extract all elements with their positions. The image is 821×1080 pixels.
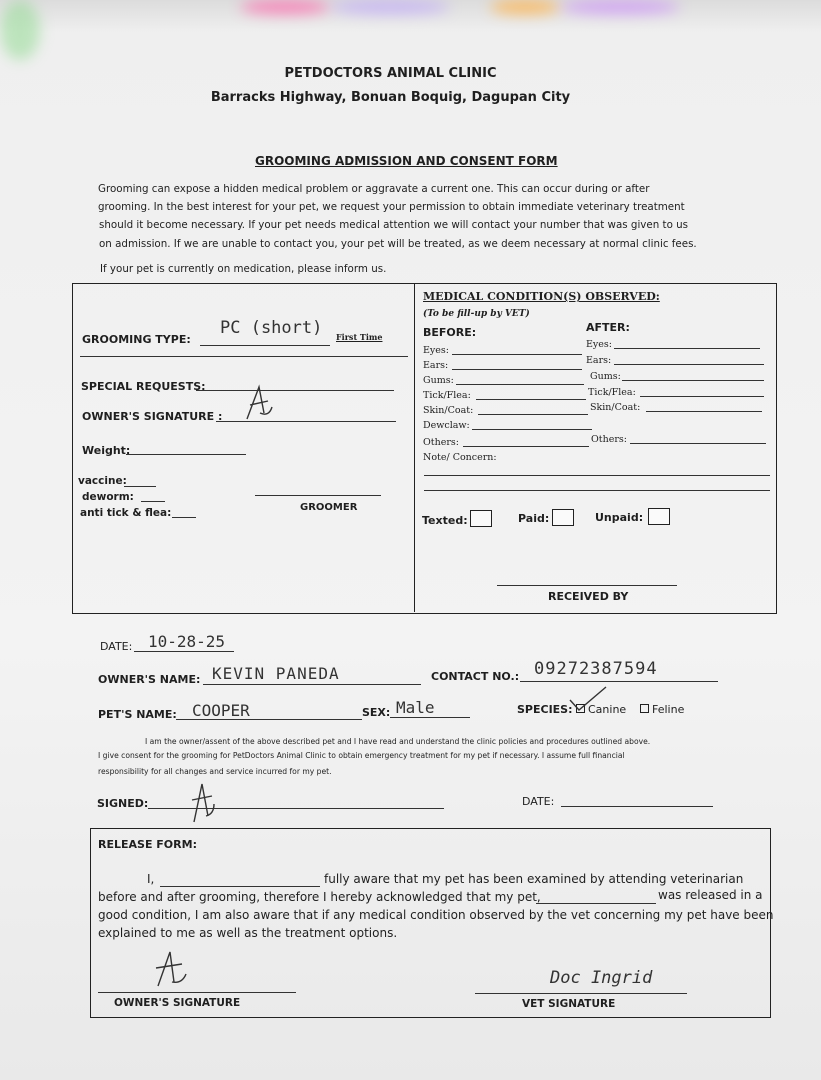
canine-check-mark-icon [566, 684, 610, 714]
before-item-skincoat: Skin/Coat: [423, 405, 474, 416]
unpaid-checkbox[interactable] [648, 508, 670, 525]
after-item-tickflea: Tick/Flea: [588, 387, 636, 398]
deworm-line[interactable] [141, 501, 165, 502]
contact-label: CONTACT NO.: [431, 670, 520, 683]
after-skincoat-line[interactable] [646, 411, 762, 412]
light-glow-purple [330, 0, 450, 14]
release-owner-signature-mark-icon [152, 948, 192, 994]
intro-line: If your pet is currently on medication, please inform us. [100, 263, 387, 275]
before-eyes-line[interactable] [452, 354, 582, 355]
release-line-4: explained to me as well as the treatment options. [98, 926, 398, 940]
after-item-skincoat: Skin/Coat: [590, 402, 641, 413]
received-by-line[interactable] [497, 585, 677, 586]
clinic-address: Barracks Highway, Bonuan Boquig, Dagupan City [210, 90, 571, 105]
weight-label: Weight: [82, 444, 131, 457]
table-divider [414, 284, 415, 612]
before-item-others: Others: [423, 437, 459, 448]
after-others-line[interactable] [630, 443, 766, 444]
consent-line: I am the owner/assent of the above described pet and I have read and understand the clinic policies and procedures outlined above. [145, 737, 651, 746]
note-line-2[interactable] [424, 490, 770, 491]
light-glow-left [0, 0, 40, 60]
before-item-dewclaw: Dewclaw: [423, 420, 470, 431]
consent-line: responsibility for all changes and service incurred for my pet. [98, 767, 332, 776]
grooming-type-label: GROOMING TYPE: [82, 333, 191, 346]
after-gums-line[interactable] [622, 380, 764, 381]
special-requests-line[interactable] [196, 390, 394, 391]
after-item-gums: Gums: [590, 371, 621, 382]
owner-name-value[interactable]: KEVIN PANEDA [212, 664, 340, 683]
intro-line: Grooming can expose a hidden medical problem or aggravate a current one. This can occur during or after [98, 183, 650, 195]
before-label: BEFORE: [423, 326, 477, 339]
vaccine-label: vaccine: [78, 475, 127, 487]
contact-value[interactable]: 09272387594 [534, 659, 658, 679]
pet-name-value[interactable]: COOPER [192, 701, 250, 720]
release-line-2-start: before and after grooming, therefore I hereby acknowledged that my pet, [98, 890, 541, 904]
date-label: DATE: [100, 640, 133, 653]
before-item-ears: Ears: [423, 360, 449, 371]
feline-checkbox[interactable] [640, 704, 649, 713]
consent-line: I give consent for the grooming for PetDoctors Animal Clinic to obtain emergency treatment for my pet if necessary. I assume full financial [98, 751, 625, 760]
species-option-feline[interactable] [640, 703, 684, 716]
release-line-1-end: fully aware that my pet has been examined by attending veterinarian [324, 872, 744, 886]
release-form-box [90, 828, 774, 1018]
signed-label: SIGNED: [97, 797, 149, 810]
light-glow-orange [490, 0, 560, 14]
deworm-label: deworm: [82, 491, 134, 503]
groomer-label: GROOMER [300, 502, 358, 513]
grooming-type-line-2 [80, 356, 408, 357]
medical-title: MEDICAL CONDITION(S) OBSERVED: [423, 290, 660, 303]
vaccine-line[interactable] [124, 486, 156, 487]
intro-line: on admission. If we are unable to contact you, your pet will be treated, as we deem necessary at normal clinic fees. [99, 238, 697, 250]
vet-signature-value[interactable]: Doc Ingrid [550, 968, 653, 988]
before-item-tickflea: Tick/Flea: [423, 390, 471, 401]
paid-label: Paid: [518, 512, 550, 525]
species-label: SPECIES: [517, 703, 573, 716]
sex-line [390, 717, 470, 718]
release-pet-line[interactable] [536, 903, 656, 904]
note-line-1[interactable] [424, 475, 770, 476]
sex-label: SEX: [362, 706, 391, 719]
received-by-label: RECEIVED BY [548, 590, 629, 603]
date-value[interactable]: 10-28-25 [148, 632, 226, 651]
texted-label: Texted: [422, 514, 468, 527]
signed-date-label: DATE: [522, 795, 555, 808]
grooming-type-value[interactable]: PC (short) [220, 318, 323, 338]
paid-checkbox[interactable] [552, 509, 574, 526]
after-eyes-line[interactable] [614, 348, 760, 349]
vet-signature-label: VET SIGNATURE [522, 998, 616, 1010]
owner-name-line [203, 684, 421, 685]
unpaid-label: Unpaid: [595, 511, 644, 524]
before-dewclaw-line[interactable] [472, 429, 592, 430]
texted-checkbox[interactable] [470, 510, 492, 527]
release-line-2-end: was released in a [658, 888, 763, 902]
feline-label: Feline [652, 703, 685, 716]
release-line-3: good condition, I am also aware that if any medical condition observed by the vet concerning my pet have been [98, 908, 774, 922]
intro-line: grooming. In the best interest for your pet, we request your permission to obtain immediate veterinary treatment [98, 201, 685, 213]
anti-tick-label: anti tick & flea: [80, 507, 172, 519]
signed-date-line[interactable] [561, 806, 713, 807]
special-requests-label: SPECIAL REQUESTS: [81, 380, 206, 393]
release-title: RELEASE FORM: [98, 838, 197, 851]
contact-line [520, 681, 718, 682]
vet-signature-line[interactable] [475, 993, 687, 994]
release-line-1-start: I, [147, 872, 155, 886]
intro-line: should it become necessary. If your pet needs medical attention we will contact your number that was given to us [99, 219, 689, 231]
canine-label: Canine [588, 703, 627, 716]
medical-subtitle: (To be fill-up by VET) [423, 309, 530, 319]
weight-line[interactable] [126, 454, 246, 455]
light-glow-violet [560, 0, 680, 14]
after-tickflea-line[interactable] [640, 396, 764, 397]
light-glow-pink [240, 0, 330, 14]
release-owner-signature-label: OWNER'S SIGNATURE [114, 997, 241, 1009]
before-item-eyes: Eyes: [423, 345, 449, 356]
before-gums-line[interactable] [456, 384, 584, 385]
before-skincoat-line[interactable] [478, 414, 588, 415]
after-label: AFTER: [586, 321, 630, 334]
after-item-ears: Ears: [586, 355, 612, 366]
groomer-line[interactable] [255, 495, 381, 496]
before-others-line[interactable] [463, 446, 589, 447]
after-item-eyes: Eyes: [586, 339, 612, 350]
owner-signature-mark-icon [242, 383, 276, 425]
signed-signature-mark-icon [188, 780, 218, 828]
clinic-name: PETDOCTORS ANIMAL CLINIC [284, 66, 497, 81]
before-item-gums: Gums: [423, 375, 454, 386]
grooming-type-line [200, 345, 330, 346]
before-ears-line[interactable] [452, 369, 582, 370]
after-ears-line[interactable] [614, 364, 764, 365]
release-name-line[interactable] [160, 886, 320, 887]
anti-tick-line[interactable] [172, 517, 196, 518]
sex-value[interactable]: Male [396, 698, 435, 717]
date-line [134, 651, 234, 652]
first-time-label: First Time [336, 332, 383, 342]
pet-name-label: PET'S NAME: [98, 708, 177, 721]
form-title: GROOMING ADMISSION AND CONSENT FORM [255, 154, 558, 168]
owner-signature-label: OWNER'S SIGNATURE : [82, 410, 223, 423]
release-owner-signature-line[interactable] [98, 992, 296, 993]
owner-name-label: OWNER'S NAME: [98, 673, 201, 686]
before-tickflea-line[interactable] [476, 399, 586, 400]
note-label: Note/ Concern: [423, 452, 497, 463]
after-item-others: Others: [591, 434, 627, 445]
